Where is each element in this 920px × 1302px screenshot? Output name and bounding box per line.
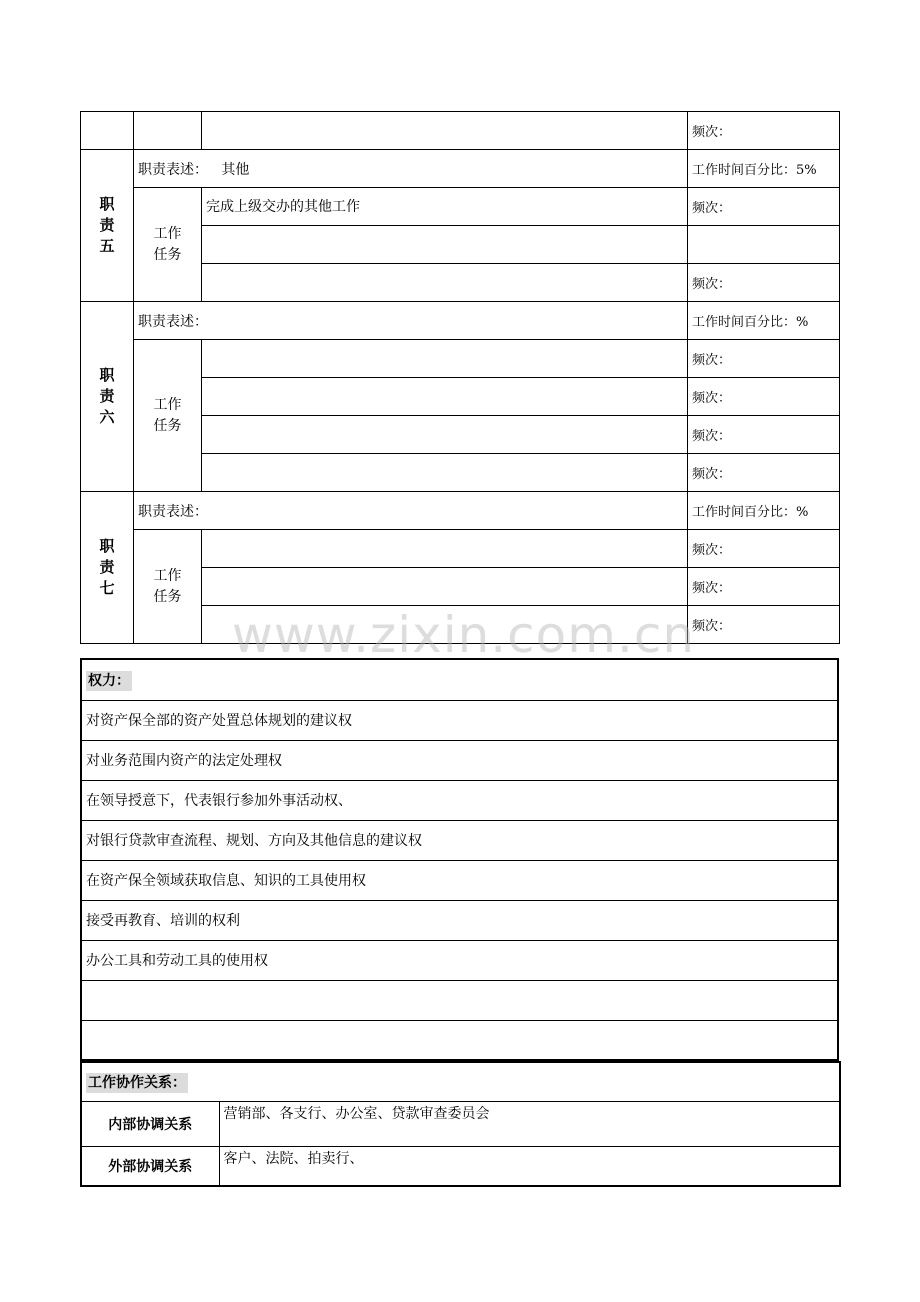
power-item: 对资产保全部的资产处置总体规划的建议权 <box>81 700 838 740</box>
duty6-name: 职 责 六 <box>81 302 134 492</box>
power-item: 接受再教育、培训的权利 <box>81 900 838 940</box>
frequency-cell: 频次： <box>688 188 840 226</box>
duty7-task-label: 工作 任务 <box>134 530 202 644</box>
frequency-cell: 频次： <box>688 606 840 644</box>
task-cell <box>202 226 688 264</box>
power-item: 对银行贷款审查流程、规划、方向及其他信息的建议权 <box>81 820 838 860</box>
external-relation-value: 客户、法院、拍卖行、 <box>219 1146 840 1186</box>
task-cell <box>202 606 688 644</box>
duty5-task-1: 完成上级交办的其他工作 <box>202 188 688 226</box>
duty7-task-row <box>81 530 840 568</box>
duty5-description-value: 其他 <box>221 161 250 178</box>
internal-relation-row <box>81 1101 840 1146</box>
duties-table <box>80 111 840 644</box>
duty5-desc-row <box>81 150 840 188</box>
frequency-cell: 频次： <box>688 416 840 454</box>
powers-table <box>80 658 839 1061</box>
relations-header-cell <box>81 1062 840 1101</box>
power-item: 办公工具和劳动工具的使用权 <box>81 940 838 980</box>
duty5-task-row <box>81 188 840 226</box>
power-row <box>81 820 838 860</box>
duty6-time-percent: 工作时间百分比：% <box>688 302 840 340</box>
task-cell <box>202 340 688 378</box>
duty7-time-percent: 工作时间百分比：% <box>688 492 840 530</box>
internal-relation-value: 营销部、各支行、办公室、贷款审查委员会 <box>219 1101 840 1146</box>
relations-title: 工作协作关系： <box>88 1074 186 1091</box>
duty5-name: 职 责 五 <box>81 150 134 302</box>
task-cell <box>202 378 688 416</box>
duty6-description: 职责表述： <box>134 302 688 340</box>
powers-header-row <box>81 659 838 700</box>
frequency-cell: 频次： <box>688 454 840 492</box>
watermark: www.zixin.com.cn <box>232 606 696 664</box>
task-cell <box>202 264 688 302</box>
power-row <box>81 860 838 900</box>
task-cell <box>202 568 688 606</box>
duty5-description: 职责表述： 其他 <box>134 150 688 188</box>
duty6-task-row <box>81 340 840 378</box>
frequency-cell: 频次： <box>688 568 840 606</box>
frequency-cell: 频次： <box>688 378 840 416</box>
power-item: 在领导授意下，代表银行参加外事活动权、 <box>81 780 838 820</box>
power-item-empty <box>81 1020 838 1060</box>
blank-cell <box>134 112 202 150</box>
task-cell <box>202 416 688 454</box>
frequency-cell: 频次： <box>688 264 840 302</box>
duty6-task-label: 工作 任务 <box>134 340 202 492</box>
duty5-task-label: 工作 任务 <box>134 188 202 302</box>
duty4-last-row <box>81 112 840 150</box>
duty7-name: 职 责 七 <box>81 492 134 644</box>
duty7-description: 职责表述： <box>134 492 688 530</box>
power-row <box>81 1020 838 1060</box>
powers-header-cell <box>81 659 838 700</box>
power-row <box>81 740 838 780</box>
duty6-desc-row <box>81 302 840 340</box>
power-item-empty <box>81 980 838 1020</box>
blank-cell <box>688 226 840 264</box>
power-row <box>81 900 838 940</box>
internal-relation-label: 内部协调关系 <box>81 1101 219 1146</box>
frequency-cell: 频次： <box>688 112 840 150</box>
power-row <box>81 700 838 740</box>
relations-header-row <box>81 1062 840 1101</box>
power-item: 在资产保全领域获取信息、知识的工具使用权 <box>81 860 838 900</box>
power-row <box>81 940 838 980</box>
duty7-desc-row <box>81 492 840 530</box>
powers-title: 权力： <box>88 672 130 689</box>
duty5-time-percent: 工作时间百分比：5% <box>688 150 840 188</box>
task-cell <box>202 530 688 568</box>
external-relation-label: 外部协调关系 <box>81 1146 219 1186</box>
power-row <box>81 780 838 820</box>
external-relation-row <box>81 1146 840 1186</box>
power-item: 对业务范围内资产的法定处理权 <box>81 740 838 780</box>
blank-cell <box>202 112 688 150</box>
frequency-cell: 频次： <box>688 340 840 378</box>
blank-cell <box>81 112 134 150</box>
task-cell <box>202 454 688 492</box>
power-row <box>81 980 838 1020</box>
frequency-cell: 频次： <box>688 530 840 568</box>
relations-table <box>80 1061 841 1187</box>
